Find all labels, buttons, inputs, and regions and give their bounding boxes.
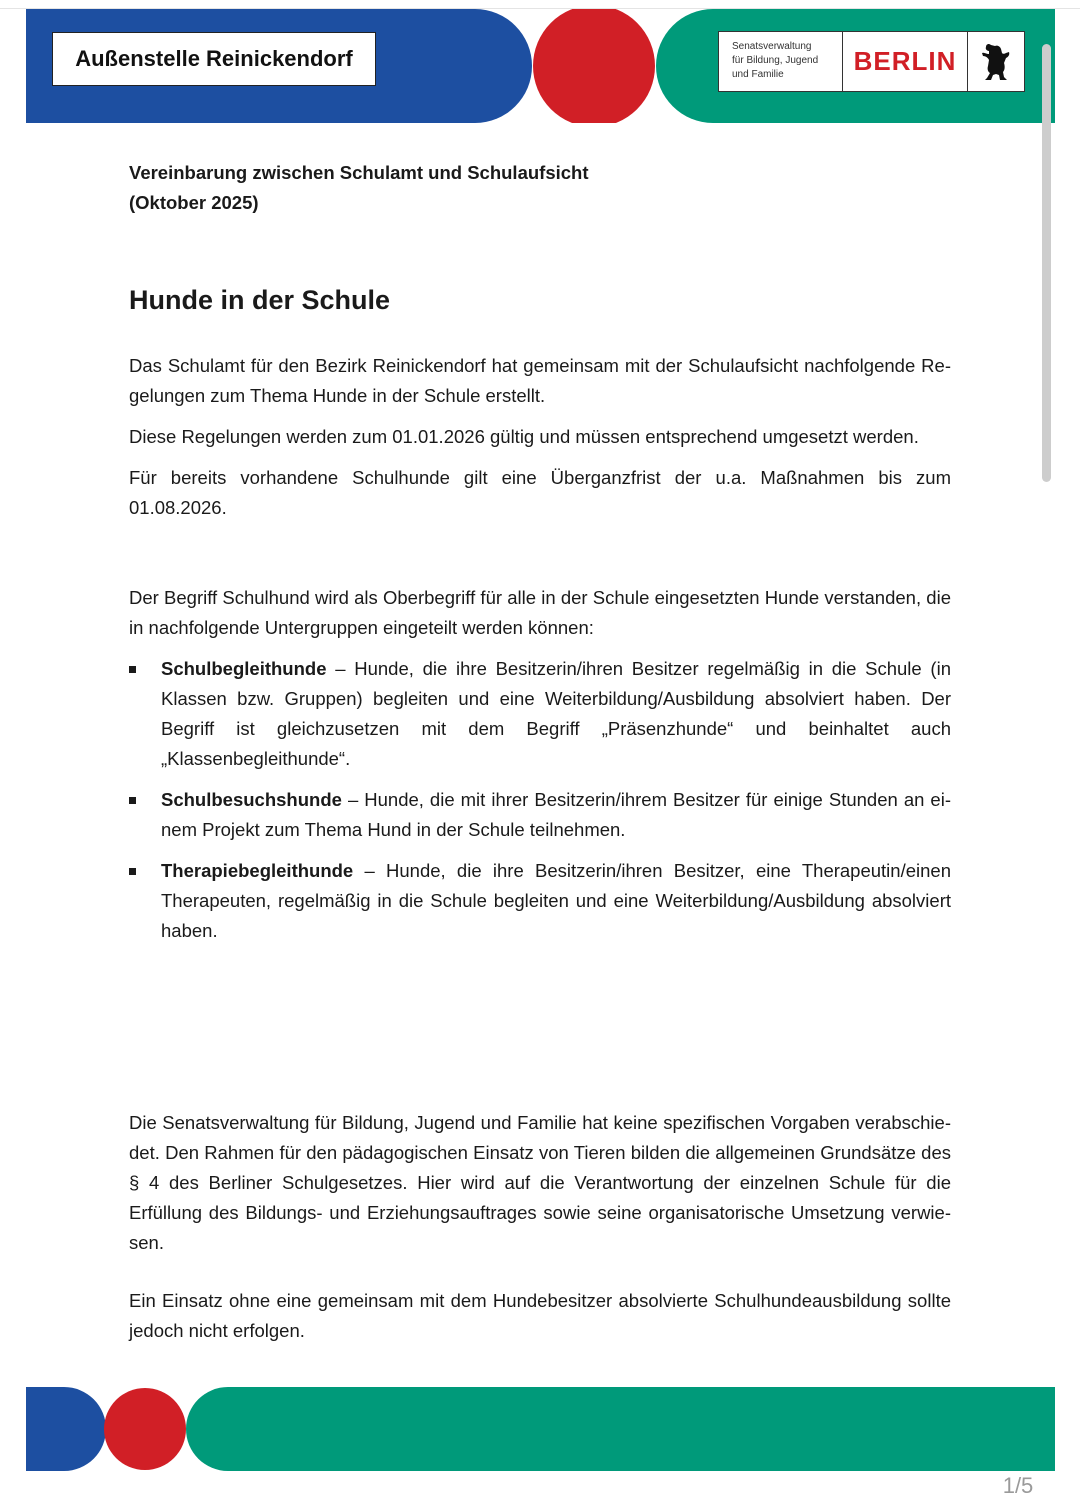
definition-paragraph: Der Begriff Schulhund wird als Oberbegriff für alle in der Schule eingesetzten Hunde verstanden, die in nachfolgende Untergruppen eingeteilt werden können: xyxy=(129,587,951,638)
term: Therapiebegleithunde xyxy=(161,860,354,881)
header-red-circle xyxy=(533,9,655,123)
senate-logo xyxy=(718,31,1025,92)
footer-band xyxy=(26,1387,1055,1471)
senate-section xyxy=(129,1108,951,1258)
intro-paragraph: Für bereits vorhandene Schulhunde gilt eine Überganzfrist der u.a. Maßnahmen bis zum 01.08.2026. xyxy=(129,467,951,518)
list-item xyxy=(129,654,951,774)
intro-paragraph: Diese Regelungen werden zum 01.01.2026 gültig und müssen entsprechend umgesetzt werden. xyxy=(129,426,919,447)
list-item xyxy=(129,856,951,946)
dog-types-list xyxy=(129,654,951,946)
page-indicator: 1/5 xyxy=(1002,1473,1034,1498)
department-line: und Familie xyxy=(732,69,784,80)
office-label: Außenstelle Reinickendorf xyxy=(52,32,376,86)
scrollbar-thumb[interactable] xyxy=(1042,44,1051,482)
term: Schulbegleithunde xyxy=(161,658,327,679)
footer-blue-shape xyxy=(26,1387,106,1471)
document-meta xyxy=(129,158,951,218)
term-description: – Hunde, die ihre Besitzerin/ihren Besitzer, eine Therapeutin/einen Therapeuten, regelmäßig in die Schule begleiten und eine Weiterbildung/Ausbildung absolviert haben. xyxy=(161,860,951,941)
senate-paragraph: Die Senatsverwaltung für Bildung, Jugend und Familie hat keine spezifischen Vorgaben verabschiedet. Den Rahmen für den pädagogischen Einsatz von Tieren bilden die allgemeinen Grundsätze des § 4 des Berliner Schulgesetzes. Hier wird auf die Verantwortung der einzelnen Schule für die Erfüllung des Bildungs- und Erziehungsauftrages sowie seine organisatorische Umsetzung verwiesen. xyxy=(129,1112,951,1253)
closing-section xyxy=(129,1286,951,1346)
department-line: für Bildung, Jugend xyxy=(732,55,819,66)
department-name xyxy=(719,32,843,91)
term-description: – Hunde, die mit ihrer Besitzerin/ihrem Besitzer für einige Stunden an einem Projekt zum Thema Hund in der Schule teilnehmen. xyxy=(161,789,951,840)
intro-paragraph: Das Schulamt für den Bezirk Reinickendorf hat gemeinsam mit der Schulaufsicht nachfolgende Regelungen zum Thema Hunde in der Schule erstellt. xyxy=(129,355,951,406)
definition-section xyxy=(129,583,951,946)
term-description: – Hunde, die ihre Besitzerin/ihren Besitzer regelmäßig in die Schule (in Klassen bzw. Gruppen) begleiten und eine Weiterbildung/Ausbildung absolviert haben. Der Begriff ist gleichzusetzen mit dem Begriff „Präsenzhunde“ und beinhaltet auch „Klassenbegleithunde“. xyxy=(161,658,951,769)
berlin-bear-icon xyxy=(968,32,1024,91)
header-band xyxy=(26,9,1055,123)
footer-green-shape xyxy=(186,1387,1055,1471)
document-title: Hunde in der Schule xyxy=(129,285,391,315)
berlin-wordmark: BERLIN xyxy=(843,32,968,91)
intro-section xyxy=(129,351,951,523)
closing-paragraph: Ein Einsatz ohne eine gemeinsam mit dem Hundebesitzer absolvierte Schulhundeausbildung sollte jedoch nicht erfolgen. xyxy=(129,1290,951,1341)
footer-red-circle xyxy=(104,1388,186,1470)
list-item xyxy=(129,785,951,845)
department-line: Senatsverwaltung xyxy=(732,41,812,52)
agreement-line: Vereinbarung zwischen Schulamt und Schulaufsicht xyxy=(129,162,589,183)
berlin-bear-icon-graphic xyxy=(981,42,1011,82)
date-line: (Oktober 2025) xyxy=(129,192,259,213)
term: Schulbesuchshunde xyxy=(161,789,342,810)
